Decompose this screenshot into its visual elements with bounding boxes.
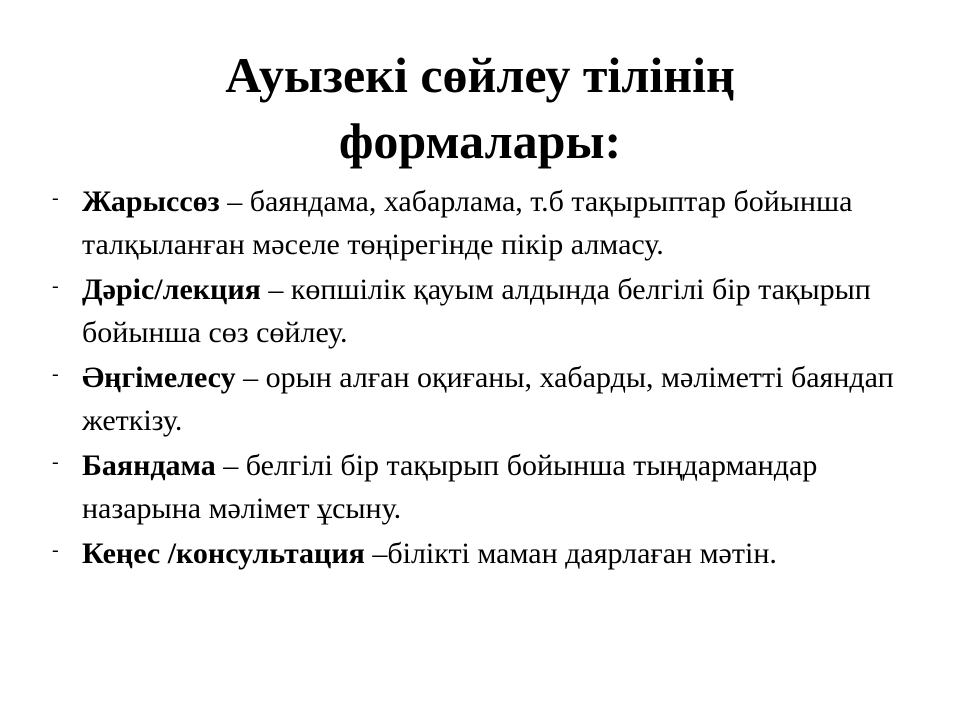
list-item-bayandama (52, 444, 932, 530)
bullet-dash-icon: - (52, 363, 59, 385)
title-line-1: Ауызекі сөйлеу тілінің (225, 47, 735, 103)
list-item-jaryssoz (52, 180, 932, 266)
item-definition: – белгілі бір тақырып бойынша тыңдармандар назарына мәлімет ұсыну. (82, 449, 818, 525)
bullet-dash-icon: - (52, 275, 59, 297)
list-item-daris (52, 268, 932, 354)
list-item-kenes (52, 532, 932, 575)
item-term: Әңгімелесу (82, 361, 236, 394)
item-term: Баяндама (82, 449, 216, 482)
list-item-angimelesu (52, 356, 932, 442)
slide-title (100, 42, 860, 174)
item-definition: – баяндама, хабарлама, т.б тақырыптар бойынша талқыланған мәселе төңірегінде пікір алмасу. (82, 185, 853, 261)
bullet-dash-icon: - (52, 451, 59, 473)
item-term: Жарыссөз (82, 185, 220, 218)
item-definition: –білікті маман даярлаған мәтін. (364, 537, 777, 570)
item-definition: – көпшілік қауым алдында белгілі бір тақырып бойынша сөз сөйлеу. (82, 273, 871, 349)
bullet-dash-icon: - (52, 187, 59, 209)
bullet-dash-icon: - (52, 539, 59, 561)
title-line-2: формалары: (338, 113, 622, 169)
forms-list (52, 180, 932, 577)
item-definition: – орын алған оқиғаны, хабарды, мәліметті баяндап жеткізу. (82, 361, 894, 437)
item-term: Кеңес /консультация (82, 537, 365, 570)
item-term: Дәріс/лекция (82, 273, 261, 306)
